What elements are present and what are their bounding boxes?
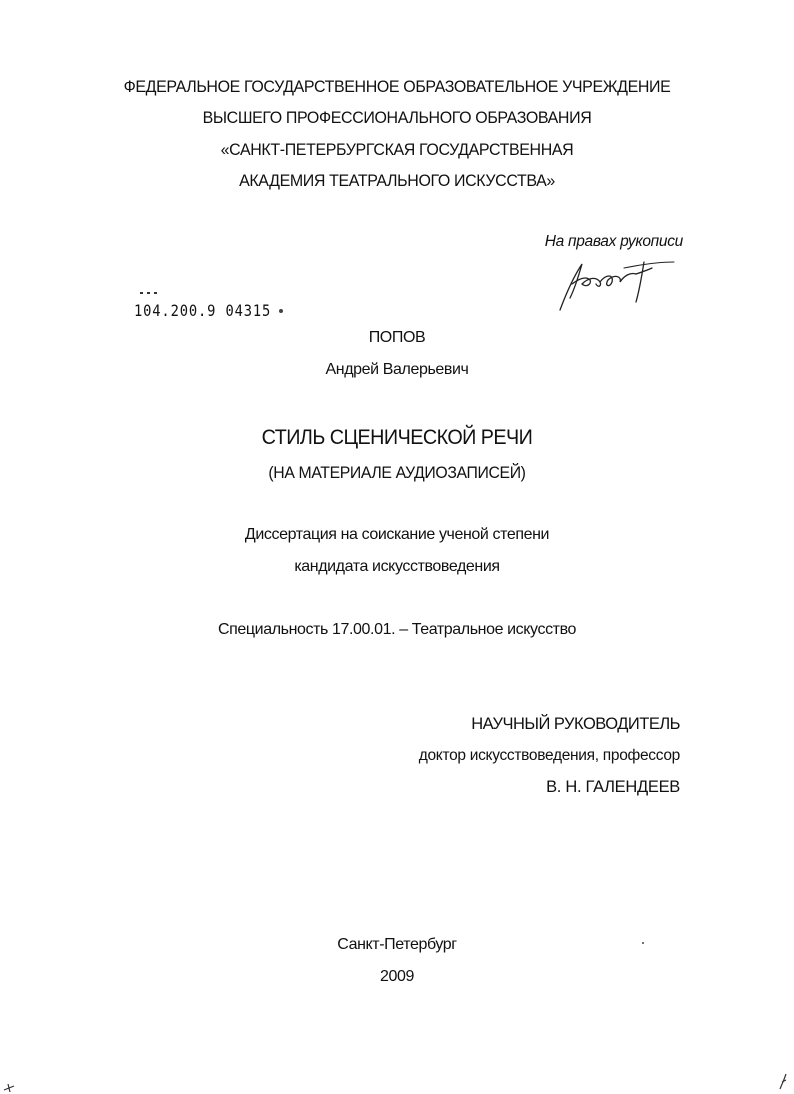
institution-line-2: ВЫСШЕГО ПРОФЕССИОНАЛЬНОГО ОБРАЗОВАНИЯ	[202, 108, 592, 127]
supervisor-heading: НАУЧНЫЙ РУКОВОДИТЕЛЬ	[471, 715, 680, 733]
dissertation-subtitle: (НА МАТЕРИАЛЕ АУДИОЗАПИСЕЙ)	[268, 463, 526, 482]
registration-marks	[140, 291, 158, 295]
supervisor-degree: доктор искусствоведения, профессор	[418, 747, 680, 764]
handwritten-signature	[552, 254, 682, 314]
scan-corner-mark-left	[2, 1076, 16, 1094]
author-full-name: Андрей Валерьевич	[325, 361, 469, 378]
supervisor-name: В. Н. ГАЛЕНДЕЕВ	[546, 778, 680, 796]
scan-corner-mark-right	[776, 1072, 790, 1090]
institution-line-1: ФЕДЕРАЛЬНОЕ ГОСУДАРСТВЕННОЕ ОБРАЗОВАТЕЛЬНОЕ УЧРЕЖДЕНИЕ	[123, 77, 671, 96]
reg-number-dot	[279, 309, 283, 313]
degree-line-2: кандидата искусствоведения	[294, 558, 500, 575]
year: 2009	[380, 968, 414, 985]
city: Санкт-Петербург	[337, 936, 457, 953]
manuscript-rights-mark: На правах рукописи	[544, 233, 683, 250]
institution-line-3: «САНКТ-ПЕТЕРБУРГСКАЯ ГОСУДАРСТВЕННАЯ	[220, 140, 574, 159]
scan-speck	[642, 942, 644, 944]
institution-line-4: АКАДЕМИЯ ТЕАТРАЛЬНОГО ИСКУССТВА»	[239, 171, 555, 190]
degree-line-1: Диссертация на соискание ученой степени	[244, 526, 550, 543]
author-surname: ПОПОВ	[368, 329, 426, 346]
specialty: Специальность 17.00.01. – Театральное искусство	[217, 621, 577, 638]
registration-number: 104.200.9 04315	[134, 301, 272, 320]
dissertation-title: СТИЛЬ СЦЕНИЧЕСКОЙ РЕЧИ	[261, 425, 533, 449]
